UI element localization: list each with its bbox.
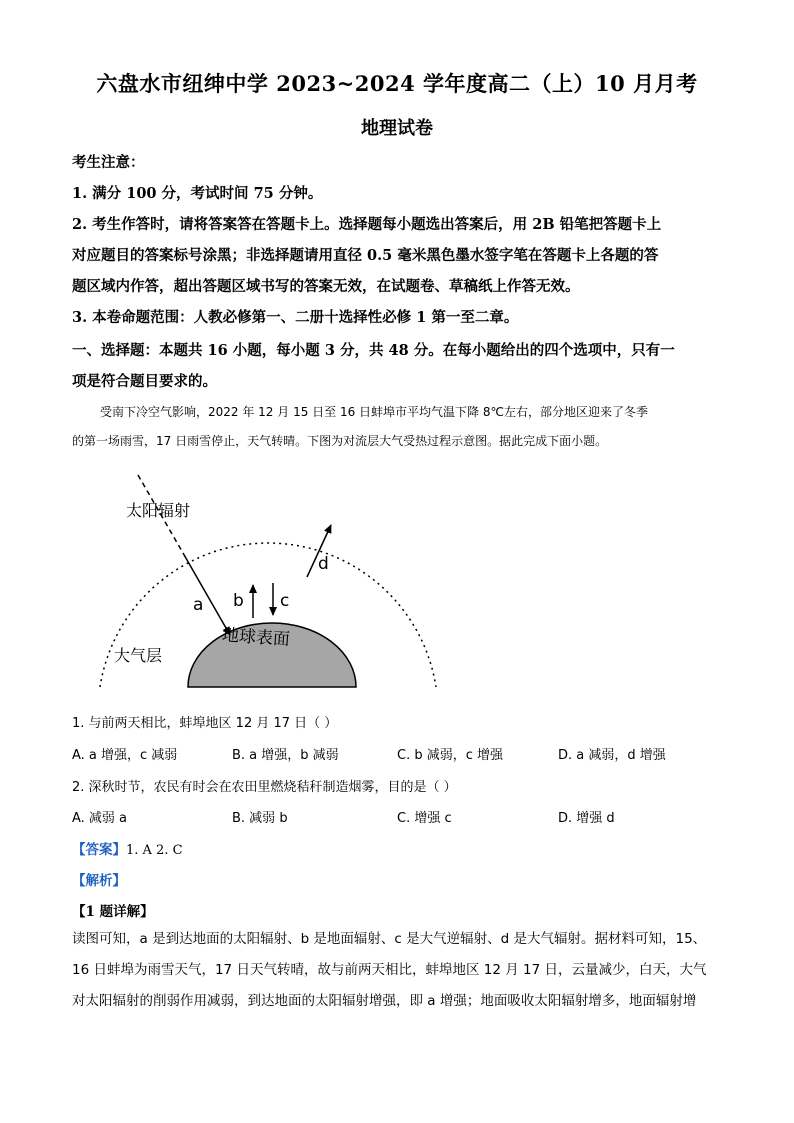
question-1-option-b: B. a 增强，b 减弱 xyxy=(232,748,339,763)
analysis-line-3: 对太阳辐射的削弱作用减弱，到达地面的太阳辐射增强，即 a 增强；地面吸收太阳辐射增多，地面辐射增 xyxy=(72,993,697,1009)
notice-item-2-line-1: 2. 考生作答时，请将答案答在答题卡上。选择题每小题选出答案后，用 2B 铅笔把答题卡上 xyxy=(72,216,662,233)
label-c: c xyxy=(280,591,290,611)
question-2-option-a: A. 减弱 a xyxy=(72,811,128,826)
label-b: b xyxy=(233,591,244,611)
question-1-stem: 1. 与前两天相比，蚌埠地区 12 月 17 日（ ） xyxy=(72,716,338,731)
notice-item-2-line-3: 题区域内作答，超出答题区域书写的答案无效，在试题卷、草稿纸上作答无效。 xyxy=(72,278,580,295)
question-2-stem: 2. 深秋时节，农民有时会在农田里燃烧秸秆制造烟雾，目的是（ ） xyxy=(72,780,457,795)
detail-label: 【1 题详解】 xyxy=(72,904,154,920)
answer-row xyxy=(72,838,183,858)
notice-heading: 考生注意： xyxy=(72,154,145,171)
solar-radiation-label: 太阳辐射 xyxy=(126,501,191,520)
label-a: a xyxy=(193,595,204,615)
earth-surface-label: 地球表面 xyxy=(221,625,291,651)
atmosphere-label: 大气层 xyxy=(114,646,163,665)
exam-subtitle: 地理试卷 xyxy=(361,118,433,139)
question-1-option-d: D. a 减弱，d 增强 xyxy=(558,748,666,763)
label-d: d xyxy=(318,554,329,574)
answer-label: 【答案】 xyxy=(72,842,126,858)
question-2-option-c: C. 增强 c xyxy=(397,811,452,826)
exam-title: 六盘水市纽绅中学 2023~2024 学年度高二（上）10 月月考 xyxy=(96,71,698,96)
material-line-1: 受南下冷空气影响，2022 年 12 月 15 日至 16 日蚌埠市平均气温下降 8℃左右，部分地区迎来了冬季 xyxy=(100,405,648,419)
analysis-line-1: 读图可知，a 是到达地面的太阳辐射、b 是地面辐射、c 是大气逆辐射、d 是大气辐射。据材料可知，15、 xyxy=(72,931,707,947)
notice-item-3: 3. 本卷命题范围：人教必修第一、二册十选择性必修 1 第一至二章。 xyxy=(72,309,519,326)
answer-value: 1. A 2. C xyxy=(126,843,183,858)
material-line-2: 的第一场雨雪，17 日雨雪停止，天气转晴。下图为对流层大气受热过程示意图。据此完成下面小题。 xyxy=(72,434,608,448)
analysis-label: 【解析】 xyxy=(72,873,126,889)
notice-item-2-line-2: 对应题目的答案标号涂黑；非选择题请用直径 0.5 毫米黑色墨水签字笔在答题卡上各题的答 xyxy=(72,247,659,264)
analysis-line-2: 16 日蚌埠为雨雪天气，17 日天气转晴，故与前两天相比，蚌埠地区 12 月 17 日，云量减少，白天，大气 xyxy=(72,962,707,978)
section-heading-line-2: 项是符合题目要求的。 xyxy=(72,373,217,390)
atmosphere-heating-diagram xyxy=(70,465,470,700)
question-1-option-a: A. a 增强，c 减弱 xyxy=(72,748,178,763)
notice-item-1: 1. 满分 100 分，考试时间 75 分钟。 xyxy=(72,185,323,202)
question-2-option-b: B. 减弱 b xyxy=(232,811,288,826)
question-1-option-c: C. b 减弱，c 增强 xyxy=(397,748,504,763)
section-heading-line-1: 一、选择题：本题共 16 小题，每小题 3 分，共 48 分。在每小题给出的四个选项中，只有一 xyxy=(72,342,675,359)
question-2-option-d: D. 增强 d xyxy=(558,811,615,826)
arrow-a xyxy=(183,553,230,635)
